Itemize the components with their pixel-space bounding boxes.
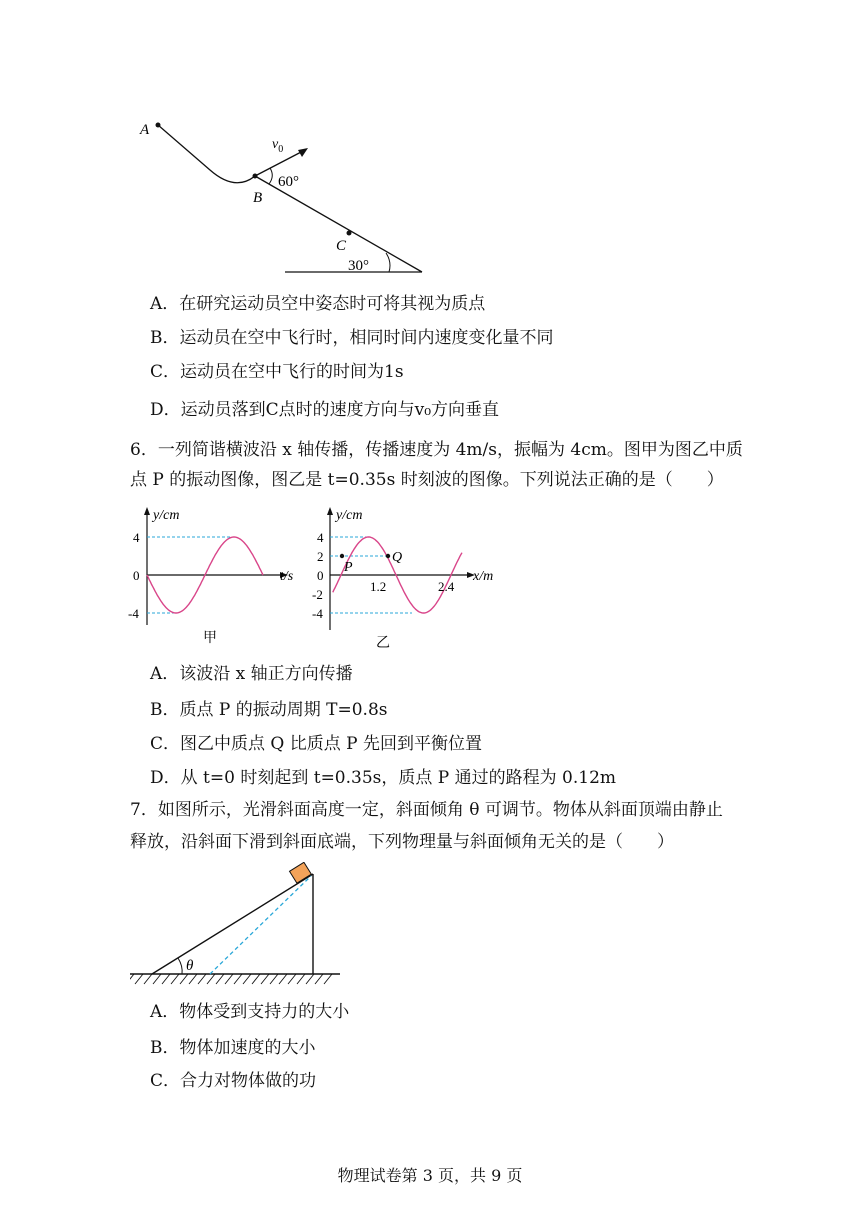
- page-footer: 物理试卷第 3 页，共 9 页: [337, 1166, 523, 1185]
- q7-stem-line2: 释放，沿斜面下滑到斜面底端，下列物理量与斜面倾角无关的是（ ）: [130, 832, 674, 852]
- block: [290, 862, 312, 883]
- hatch-line: [180, 974, 188, 984]
- hatch-line: [324, 974, 332, 984]
- q6-option-a: A．该波沿 x 轴正方向传播: [150, 664, 353, 684]
- label-A: A: [140, 122, 150, 138]
- jia-ylabel: y/cm: [153, 508, 180, 523]
- q6-option-c: C．图乙中质点 Q 比质点 P 先回到平衡位置: [150, 734, 482, 754]
- label-B: B: [253, 190, 263, 206]
- yi-ylabel: y/cm: [336, 508, 363, 523]
- graph-yi: [310, 505, 510, 655]
- yi-caption: 乙: [376, 636, 390, 651]
- incline-dashed-slope: [210, 876, 311, 974]
- v0-arrowhead: [298, 148, 308, 157]
- label-C: C: [336, 238, 347, 254]
- hatch-line: [130, 974, 134, 984]
- yi-label-P: P: [344, 560, 353, 575]
- label-v0: $v_0$: [272, 137, 284, 155]
- q7-stem-line1: 7．如图所示，光滑斜面高度一定，斜面倾角 θ 可调节。物体从斜面顶端由静止: [130, 800, 723, 820]
- jia-tick-4: 4: [133, 530, 140, 545]
- incline-slope: [152, 874, 313, 974]
- theta-label: θ: [186, 958, 194, 974]
- label-60: 60°: [278, 174, 299, 190]
- q6-stem-line1: 6．一列简谐横波沿 x 轴传播，传播速度为 4m/s，振幅为 4cm。图甲为图乙中质: [130, 440, 743, 460]
- hatch-line: [297, 974, 305, 984]
- angle-arc-60: [269, 168, 272, 184]
- q5-option-c: C．运动员在空中飞行的时间为1s: [150, 362, 404, 382]
- q6-option-d: D．从 t=0 时刻起到 t=0.35s，质点 P 通过的路程为 0.12m: [150, 768, 617, 788]
- yi-xlabel: x/m: [473, 569, 494, 584]
- graph-jia: [125, 505, 305, 650]
- hatch-line: [207, 974, 215, 984]
- hatch-line: [162, 974, 170, 984]
- jia-tick-neg4: -4: [128, 606, 139, 621]
- hatch-line: [261, 974, 269, 984]
- jia-caption: 甲: [203, 631, 217, 646]
- q7-option-b: B．物体加速度的大小: [150, 1038, 316, 1058]
- q6-stem-line2: 点 P 的振动图像，图乙是 t=0.35s 时刻波的图像。下列说法正确的是（ ）: [130, 470, 724, 490]
- angle-arc-30: [386, 253, 390, 272]
- theta-arc: [178, 958, 182, 974]
- hatch-line: [315, 974, 323, 984]
- hatch-line: [306, 974, 314, 984]
- hatch-line: [270, 974, 278, 984]
- yi-tick-4: 4: [317, 530, 324, 545]
- hatch-line: [279, 974, 287, 984]
- yi-tick-1.2: 1.2: [370, 579, 387, 594]
- yi-point-Q: [386, 554, 390, 558]
- q5-option-d: D．运动员落到C点时的速度方向与v₀方向垂直: [150, 400, 500, 420]
- q7-option-c: C．合力对物体做的功: [150, 1071, 317, 1091]
- hatch-line: [135, 974, 143, 984]
- jia-xlabel: t/s: [280, 569, 294, 584]
- point-C: [347, 231, 352, 236]
- hatch-line: [234, 974, 242, 984]
- point-A: [156, 123, 161, 128]
- yi-tick-neg2: -2: [312, 587, 323, 602]
- point-B: [253, 174, 258, 179]
- yi-tick-2.4: 2.4: [438, 579, 455, 594]
- q5-option-b: B．运动员在空中飞行时，相同时间内速度变化量不同: [150, 328, 554, 348]
- yi-tick-neg4: -4: [312, 606, 323, 621]
- hatch-line: [171, 974, 179, 984]
- hatch-line: [216, 974, 224, 984]
- hatch-line: [153, 974, 161, 984]
- label-30: 30°: [348, 258, 369, 274]
- yi-y-arrow: [327, 507, 333, 515]
- hatch-line: [225, 974, 233, 984]
- hatch-line: [243, 974, 251, 984]
- jia-tick-0: 0: [133, 568, 140, 583]
- hatch-line: [252, 974, 260, 984]
- incline-line: [255, 176, 422, 272]
- hatch-line: [288, 974, 296, 984]
- q7-option-a: A．物体受到支持力的大小: [150, 1002, 350, 1022]
- q6-option-b: B．质点 P 的振动周期 T=0.8s: [150, 700, 388, 720]
- yi-tick-2: 2: [317, 549, 324, 564]
- hatch-line: [144, 974, 152, 984]
- hatch-line: [198, 974, 206, 984]
- yi-label-Q: Q: [392, 550, 403, 565]
- incline-figure: [130, 862, 345, 990]
- jia-y-arrow: [144, 507, 150, 515]
- ground-hatching: [130, 974, 332, 984]
- slope-curve: [158, 125, 255, 183]
- hatch-line: [189, 974, 197, 984]
- ski-slope-figure: [130, 110, 440, 280]
- yi-point-P: [340, 554, 344, 558]
- q5-option-a: A．在研究运动员空中姿态时可将其视为质点: [150, 294, 486, 314]
- yi-tick-0: 0: [317, 568, 324, 583]
